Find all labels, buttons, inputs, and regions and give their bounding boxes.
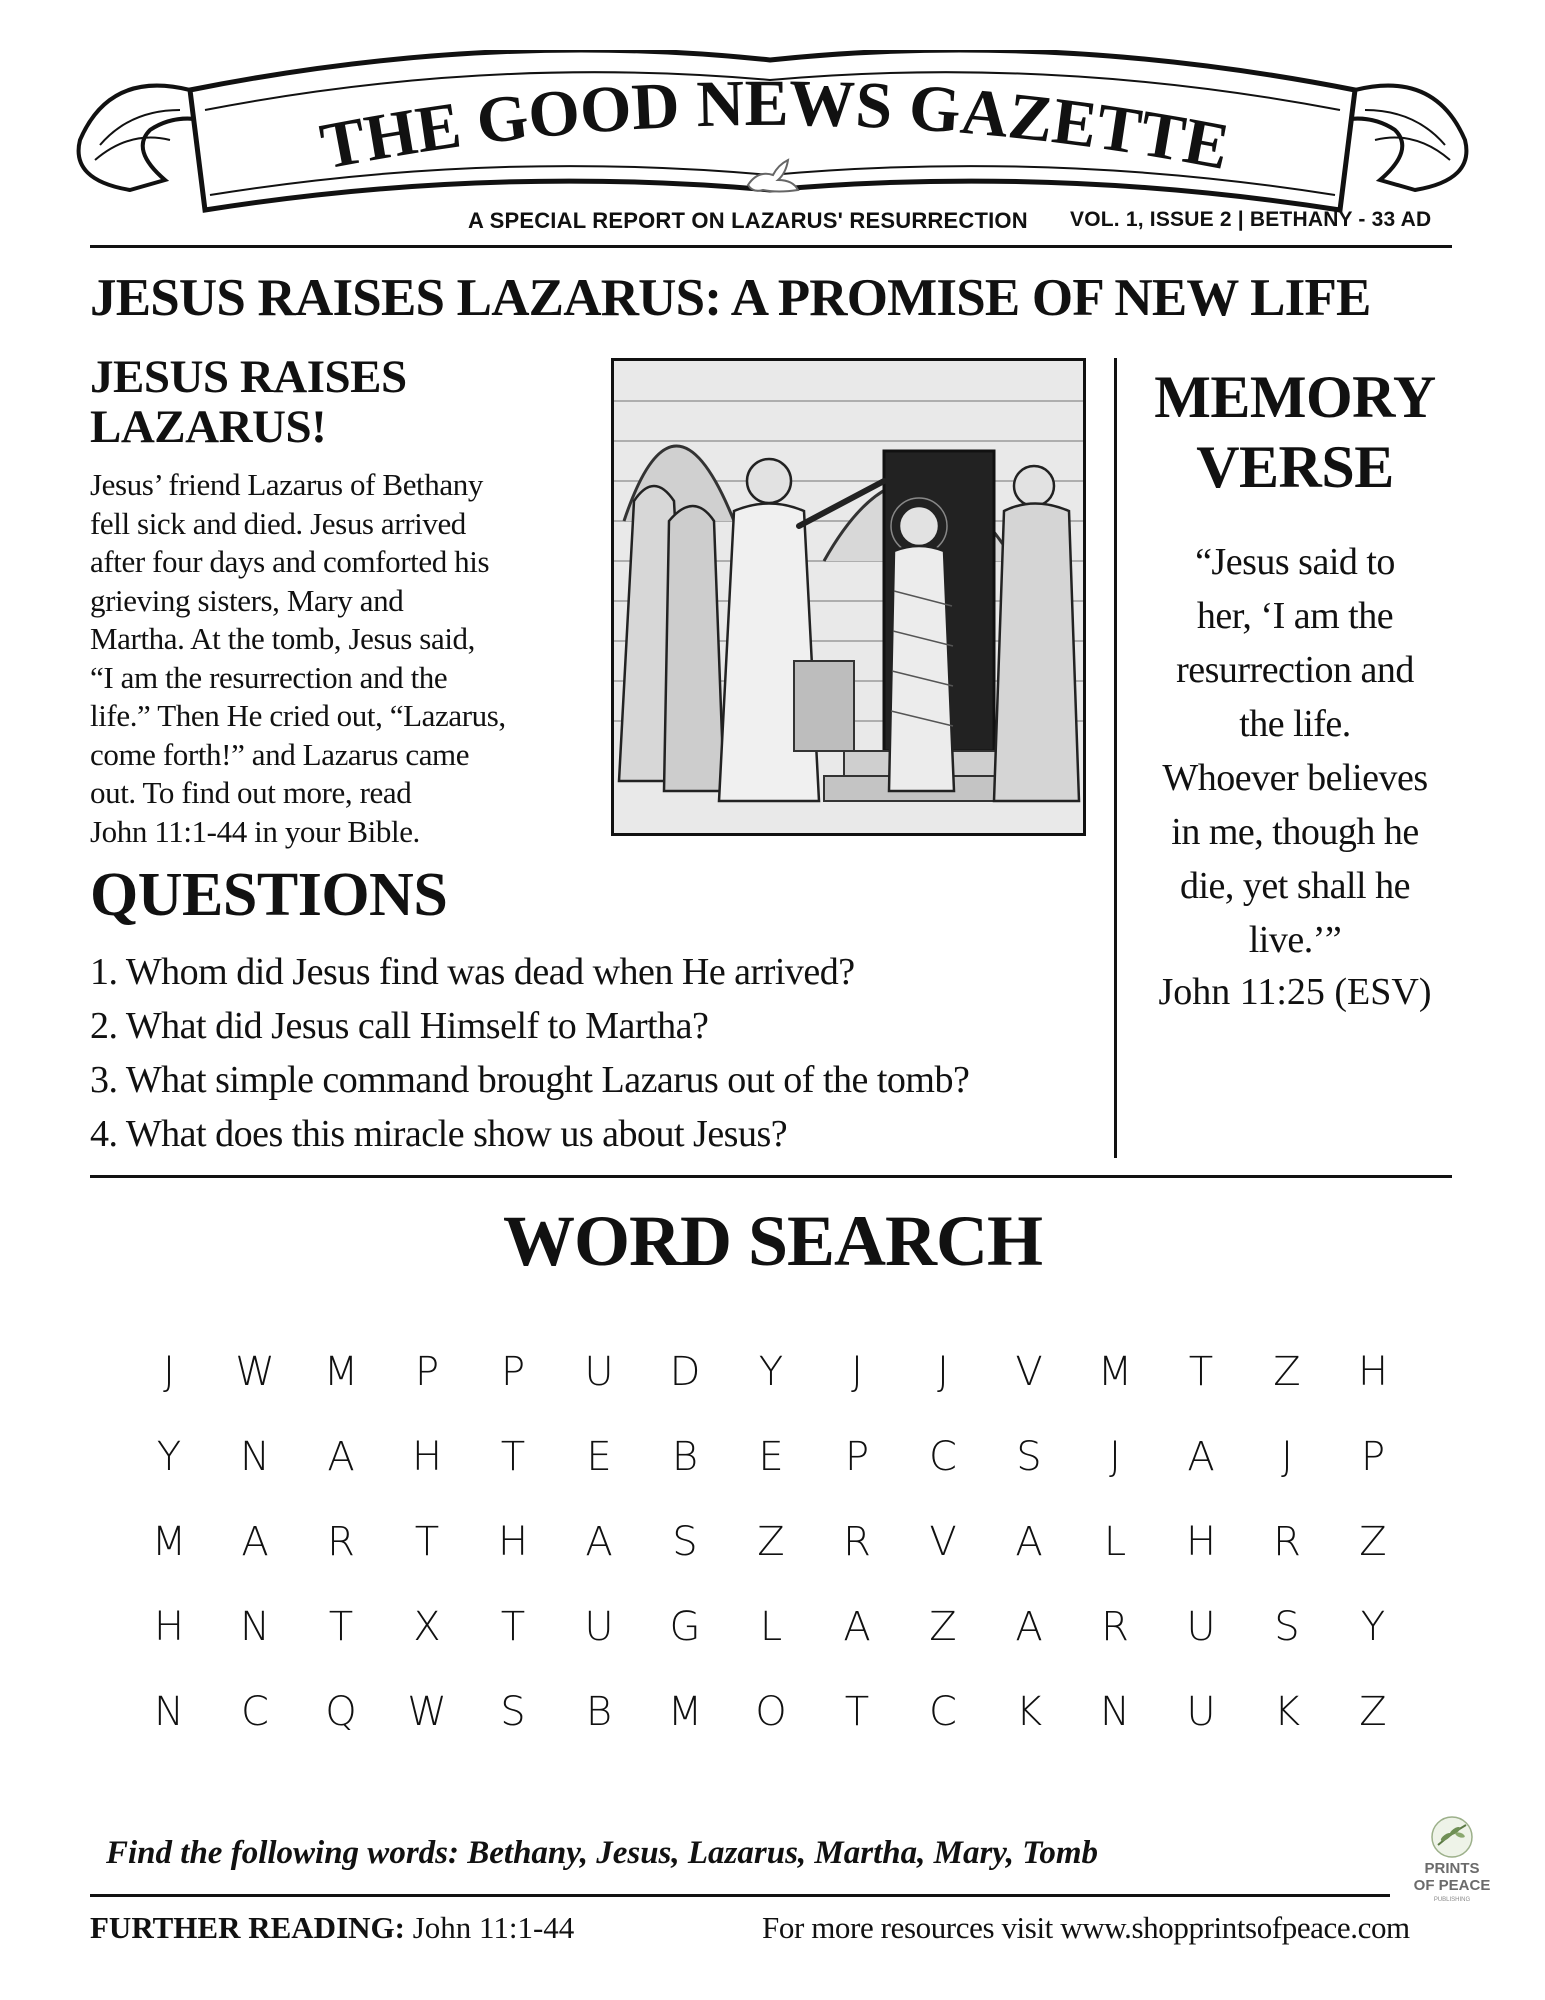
word-search-cell[interactable]: E — [758, 1434, 784, 1480]
word-search-cell[interactable]: J — [163, 1349, 175, 1395]
word-search-cell[interactable]: O — [755, 1689, 787, 1735]
word-search-cell[interactable]: K — [1273, 1689, 1301, 1735]
word-search-cell[interactable]: J — [851, 1349, 863, 1395]
word-search-cell[interactable]: T — [1188, 1349, 1214, 1395]
word-search-cell[interactable]: S — [500, 1689, 526, 1735]
word-search-cell[interactable]: T — [500, 1604, 526, 1650]
word-search-cell[interactable]: Z — [1273, 1349, 1301, 1395]
word-search-cell[interactable]: M — [1097, 1349, 1133, 1395]
word-search-cell[interactable]: M — [323, 1349, 359, 1395]
word-search-cell[interactable]: A — [241, 1519, 269, 1565]
word-search-cell[interactable]: J — [1109, 1434, 1121, 1480]
article-line: “I am the resurrection and the — [90, 659, 448, 695]
word-search-cell[interactable]: J — [937, 1349, 949, 1395]
verse-line: live.’” — [1248, 919, 1342, 961]
word-search-cell[interactable]: H — [1357, 1349, 1389, 1395]
memory-verse-heading — [1130, 362, 1460, 502]
word-search-row — [126, 1500, 1416, 1585]
verse-line: “Jesus said to — [1195, 541, 1395, 583]
word-search-cell[interactable]: R — [1273, 1519, 1301, 1565]
logo-line2: OF PEACE — [1413, 1877, 1491, 1894]
word-search-cell[interactable]: G — [669, 1604, 701, 1650]
word-search-cell[interactable]: J — [1281, 1434, 1293, 1480]
further-reading-ref: John 11:1-44 — [412, 1910, 575, 1945]
column-divider — [1114, 358, 1117, 1158]
word-search-cell[interactable]: P — [500, 1349, 526, 1395]
word-search-row — [126, 1330, 1416, 1415]
verse-line: Whoever believes — [1162, 757, 1428, 799]
word-search-cell[interactable]: W — [407, 1689, 447, 1735]
article-heading-line: LAZARUS! — [90, 401, 327, 453]
question-item: 2. What did Jesus call Himself to Martha? — [90, 1005, 709, 1047]
top-rule — [90, 245, 1452, 248]
word-search-cell[interactable]: Y — [1360, 1604, 1386, 1650]
word-search-cell[interactable]: H — [411, 1434, 443, 1480]
further-reading-label: FURTHER READING: — [90, 1910, 405, 1945]
word-search-cell[interactable]: T — [328, 1604, 354, 1650]
prints-of-peace-logo — [1400, 1815, 1505, 1910]
resources-link-text: For more resources visit www.shopprintsofpeace.com — [762, 1910, 1410, 1945]
word-search-cell[interactable]: Y — [156, 1434, 182, 1480]
word-search-cell[interactable]: C — [929, 1434, 957, 1480]
word-search-cell[interactable]: L — [759, 1604, 783, 1650]
word-search-cell[interactable]: A — [1015, 1519, 1043, 1565]
word-search-cell[interactable]: S — [672, 1519, 698, 1565]
article-line: come forth!” and Lazarus came — [90, 736, 470, 772]
word-search-grid — [126, 1330, 1416, 1755]
olive-branch-icon — [1432, 1817, 1472, 1857]
question-item: 3. What simple command brought Lazarus out of the tomb? — [90, 1059, 970, 1101]
word-search-cell[interactable]: C — [929, 1689, 957, 1735]
article-line: grieving sisters, Mary and — [90, 582, 404, 618]
word-search-cell[interactable]: N — [1100, 1689, 1130, 1735]
word-search-cell[interactable]: U — [584, 1349, 614, 1395]
word-search-cell[interactable]: V — [929, 1519, 957, 1565]
word-search-cell[interactable]: M — [151, 1519, 187, 1565]
article-heading-line: JESUS RAISES — [90, 351, 407, 403]
article-body — [90, 466, 610, 851]
word-search-cell[interactable]: S — [1016, 1434, 1042, 1480]
word-search-cell[interactable]: P — [844, 1434, 870, 1480]
word-search-cell[interactable]: W — [235, 1349, 275, 1395]
word-search-cell[interactable]: Q — [325, 1689, 357, 1735]
verse-line: die, yet shall he — [1180, 865, 1410, 907]
word-search-cell[interactable]: U — [584, 1604, 614, 1650]
issue-info: VOL. 1, ISSUE 2 | BETHANY - 33 AD — [1070, 208, 1432, 231]
article-line: out. To find out more, read — [90, 775, 412, 810]
word-search-cell[interactable]: Z — [1359, 1519, 1387, 1565]
word-search-row — [126, 1585, 1416, 1670]
word-search-cell[interactable]: N — [240, 1434, 270, 1480]
masthead-title: THE GOOD NEWS GAZETTE — [315, 66, 1235, 184]
word-search-cell[interactable]: H — [153, 1604, 185, 1650]
article-line: John 11:1-44 in your Bible. — [90, 813, 420, 849]
verse-line: resurrection and — [1176, 649, 1414, 691]
word-search-cell[interactable]: B — [671, 1434, 699, 1480]
word-search-cell[interactable]: P — [1360, 1434, 1386, 1480]
word-search-cell[interactable]: M — [667, 1689, 703, 1735]
word-search-cell[interactable]: Z — [1359, 1689, 1387, 1735]
main-headline: JESUS RAISES LAZARUS: A PROMISE OF NEW LIFE — [90, 269, 1371, 327]
word-search-cell[interactable]: T — [844, 1689, 870, 1735]
word-search-cell[interactable]: R — [1101, 1604, 1129, 1650]
word-search-cell[interactable]: X — [413, 1604, 441, 1650]
questions-list — [90, 945, 1110, 1161]
word-search-cell[interactable]: A — [843, 1604, 871, 1650]
word-search-cell[interactable]: Y — [758, 1349, 784, 1395]
word-search-cell[interactable]: A — [1015, 1604, 1043, 1650]
word-search-cell[interactable]: A — [1187, 1434, 1215, 1480]
article-heading — [90, 352, 610, 452]
logo-line1: PRINTS — [1424, 1860, 1480, 1877]
word-search-cell[interactable]: L — [1103, 1519, 1127, 1565]
word-search-cell[interactable]: T — [414, 1519, 440, 1565]
middle-rule — [90, 1175, 1452, 1178]
word-search-cell[interactable]: H — [497, 1519, 529, 1565]
word-search-cell[interactable]: C — [241, 1689, 269, 1735]
word-search-cell[interactable]: Z — [929, 1604, 957, 1650]
word-search-row — [126, 1670, 1416, 1755]
word-search-cell[interactable]: E — [586, 1434, 612, 1480]
article-line: Jesus’ friend Lazarus of Bethany — [90, 467, 483, 502]
word-search-cell[interactable]: A — [327, 1434, 355, 1480]
word-search-cell[interactable]: N — [240, 1604, 270, 1650]
question-item: 1. Whom did Jesus find was dead when He arrived? — [90, 951, 855, 993]
word-search-cell[interactable]: U — [1186, 1689, 1216, 1735]
word-search-cell[interactable]: Z — [757, 1519, 785, 1565]
verse-line: in me, though he — [1171, 811, 1419, 853]
verse-line: her, ‘I am the — [1196, 595, 1394, 637]
memory-heading-line: VERSE — [1196, 434, 1394, 500]
word-search-cell[interactable]: R — [843, 1519, 871, 1565]
word-search-row — [126, 1415, 1416, 1500]
memory-verse-reference: John 11:25 (ESV) — [1158, 971, 1432, 1013]
word-search-cell[interactable]: A — [585, 1519, 613, 1565]
word-search-cell[interactable]: S — [1274, 1604, 1300, 1650]
questions-heading: QUESTIONS — [90, 861, 448, 929]
word-search-title: WORD SEARCH — [502, 1201, 1043, 1281]
article-line: life.” Then He cried out, “Lazarus, — [90, 698, 506, 733]
word-search-cell[interactable]: B — [585, 1689, 613, 1735]
question-item: 4. What does this miracle show us about Jesus? — [90, 1113, 788, 1155]
article-line: fell sick and died. Jesus arrived — [90, 505, 466, 541]
article-line: Martha. At the tomb, Jesus said, — [90, 621, 475, 656]
resurrection-illustration — [611, 358, 1086, 836]
logo-line3: PUBLISHING — [1433, 1897, 1471, 1903]
verse-line: the life. — [1239, 703, 1351, 745]
word-search-cell[interactable]: D — [669, 1349, 701, 1395]
further-reading — [90, 1910, 574, 1946]
memory-heading-line: MEMORY — [1154, 364, 1436, 430]
memory-verse-text — [1130, 535, 1460, 967]
find-words-instructions: Find the following words: Bethany, Jesus, Lazarus, Martha, Mary, Tomb — [106, 1835, 1099, 1871]
masthead-subtitle: A SPECIAL REPORT ON LAZARUS' RESURRECTION — [468, 208, 1028, 233]
word-search-cell[interactable]: V — [1015, 1349, 1043, 1395]
word-search-cell[interactable]: T — [500, 1434, 526, 1480]
article-line: after four days and comforted his — [90, 544, 490, 579]
word-search-cell[interactable]: H — [1185, 1519, 1217, 1565]
bottom-rule — [90, 1894, 1390, 1897]
word-search-cell[interactable]: P — [414, 1349, 440, 1395]
word-search-cell[interactable]: N — [154, 1689, 184, 1735]
word-search-cell[interactable]: K — [1015, 1689, 1043, 1735]
word-search-cell[interactable]: U — [1186, 1604, 1216, 1650]
word-search-cell[interactable]: R — [327, 1519, 355, 1565]
